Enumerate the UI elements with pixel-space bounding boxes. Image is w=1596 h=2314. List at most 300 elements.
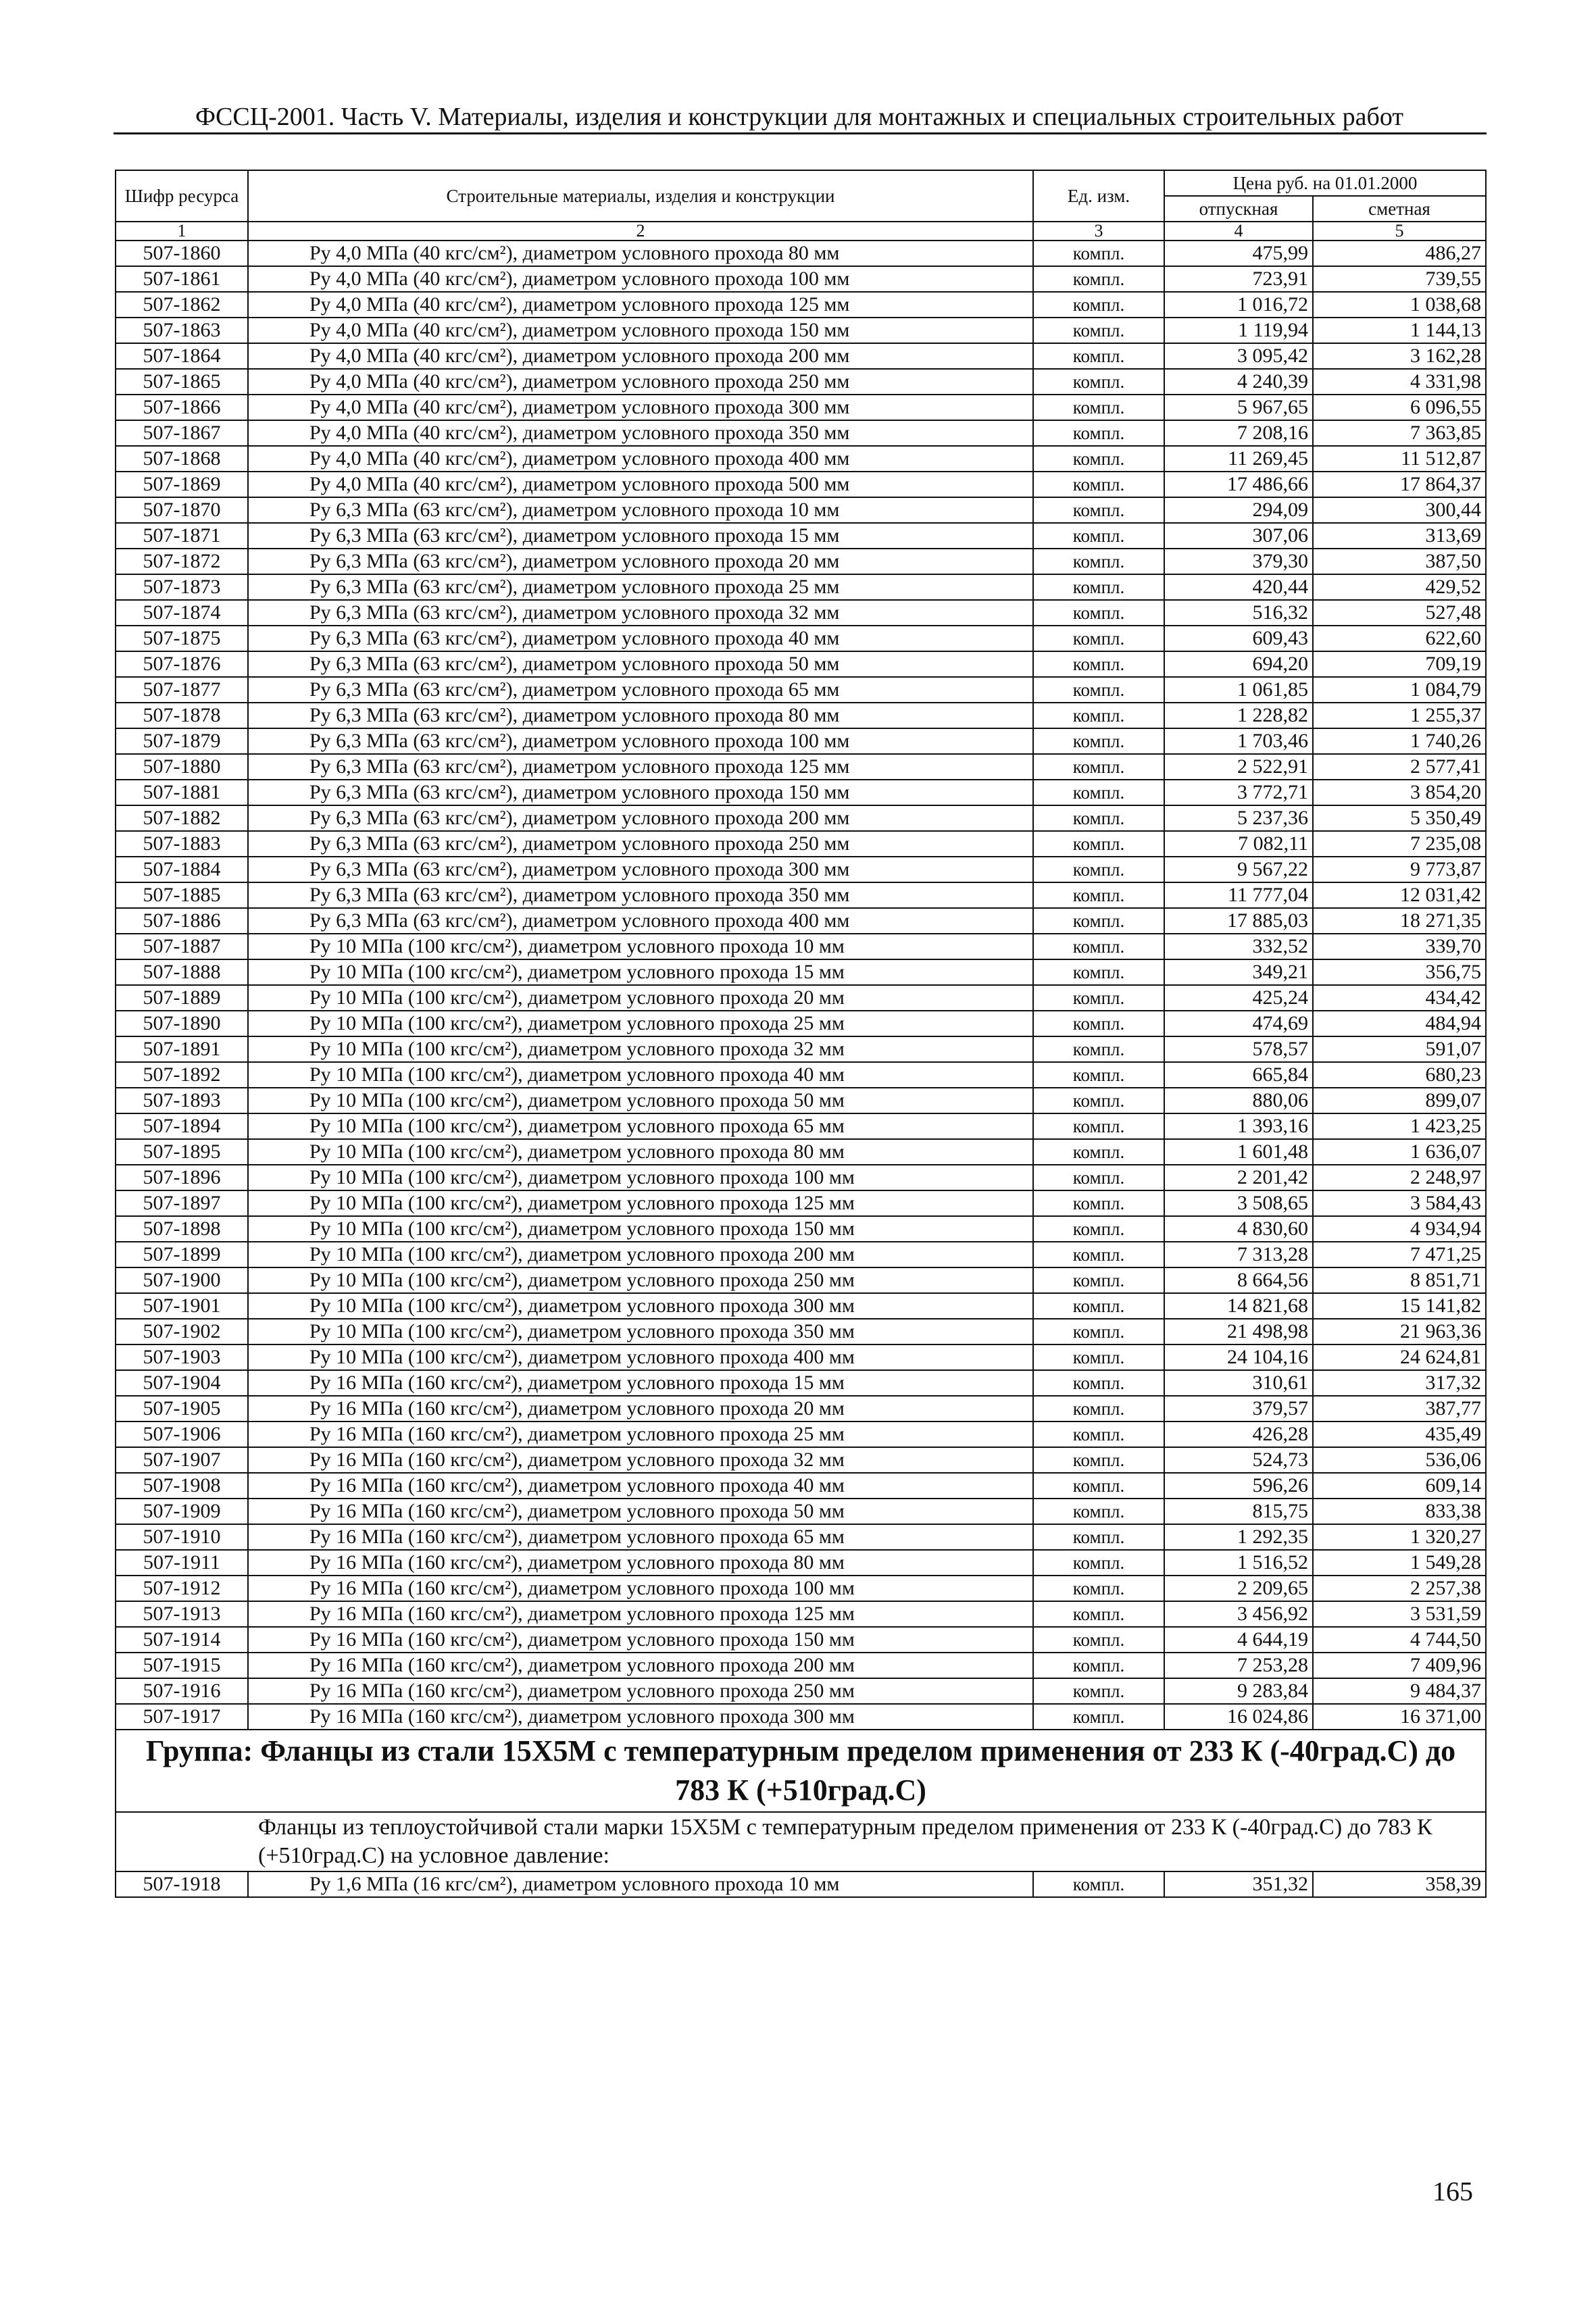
resource-code: 507-1899 xyxy=(116,1242,248,1267)
column-number: 4 xyxy=(1164,222,1313,241)
release-price: 332,52 xyxy=(1164,934,1313,959)
item-name: Ру 6,3 МПа (63 кгс/см²), диаметром условного прохода 40 мм xyxy=(248,626,1033,651)
release-price: 665,84 xyxy=(1164,1062,1313,1088)
group-description-row xyxy=(116,1812,1486,1871)
estimate-price: 484,94 xyxy=(1313,1011,1486,1036)
item-name: Ру 6,3 МПа (63 кгс/см²), диаметром условного прохода 50 мм xyxy=(248,651,1033,677)
estimate-price: 17 864,37 xyxy=(1313,472,1486,497)
resource-code: 507-1889 xyxy=(116,985,248,1011)
release-price: 420,44 xyxy=(1164,574,1313,600)
estimate-price: 6 096,55 xyxy=(1313,395,1486,420)
table-row xyxy=(116,1370,1486,1396)
resource-code: 507-1900 xyxy=(116,1267,248,1293)
estimate-price: 4 934,94 xyxy=(1313,1216,1486,1242)
release-price: 5 237,36 xyxy=(1164,805,1313,831)
unit: компл. xyxy=(1033,728,1164,754)
resource-code: 507-1897 xyxy=(116,1190,248,1216)
estimate-price: 15 141,82 xyxy=(1313,1293,1486,1319)
table-row xyxy=(116,985,1486,1011)
table-row xyxy=(116,574,1486,600)
item-name: Ру 10 МПа (100 кгс/см²), диаметром условного прохода 40 мм xyxy=(248,1062,1033,1088)
resource-code: 507-1898 xyxy=(116,1216,248,1242)
unit: компл. xyxy=(1033,1242,1164,1267)
item-name: Ру 10 МПа (100 кгс/см²), диаметром условного прохода 350 мм xyxy=(248,1319,1033,1344)
unit: компл. xyxy=(1033,1601,1164,1627)
item-name: Ру 6,3 МПа (63 кгс/см²), диаметром условного прохода 80 мм xyxy=(248,703,1033,728)
item-name: Ру 10 МПа (100 кгс/см²), диаметром условного прохода 300 мм xyxy=(248,1293,1033,1319)
column-number: 1 xyxy=(116,222,248,241)
unit: компл. xyxy=(1033,1447,1164,1473)
estimate-price: 622,60 xyxy=(1313,626,1486,651)
unit: компл. xyxy=(1033,1011,1164,1036)
item-name: Ру 10 МПа (100 кгс/см²), диаметром условного прохода 25 мм xyxy=(248,1011,1033,1036)
release-price: 1 703,46 xyxy=(1164,728,1313,754)
resource-code: 507-1910 xyxy=(116,1524,248,1550)
estimate-price: 3 584,43 xyxy=(1313,1190,1486,1216)
resource-code: 507-1917 xyxy=(116,1704,248,1730)
release-price: 9 283,84 xyxy=(1164,1678,1313,1704)
unit: компл. xyxy=(1033,1062,1164,1088)
header-estimate-price: сметная xyxy=(1313,196,1486,222)
unit: компл. xyxy=(1033,1473,1164,1499)
table-row xyxy=(116,1396,1486,1422)
release-price: 9 567,22 xyxy=(1164,857,1313,882)
estimate-price: 8 851,71 xyxy=(1313,1267,1486,1293)
resource-code: 507-1873 xyxy=(116,574,248,600)
item-name: Ру 6,3 МПа (63 кгс/см²), диаметром условного прохода 350 мм xyxy=(248,882,1033,908)
table-row xyxy=(116,626,1486,651)
table-row xyxy=(116,1447,1486,1473)
item-name: Ру 10 МПа (100 кгс/см²), диаметром условного прохода 125 мм xyxy=(248,1190,1033,1216)
unit: компл. xyxy=(1033,934,1164,959)
unit: компл. xyxy=(1033,703,1164,728)
estimate-price: 21 963,36 xyxy=(1313,1319,1486,1344)
estimate-price: 356,75 xyxy=(1313,959,1486,985)
item-name: Ру 6,3 МПа (63 кгс/см²), диаметром условного прохода 250 мм xyxy=(248,831,1033,857)
unit: компл. xyxy=(1033,1678,1164,1704)
unit: компл. xyxy=(1033,395,1164,420)
table-row xyxy=(116,651,1486,677)
estimate-price: 11 512,87 xyxy=(1313,446,1486,472)
release-price: 379,30 xyxy=(1164,549,1313,574)
estimate-price: 486,27 xyxy=(1313,241,1486,266)
unit: компл. xyxy=(1033,1344,1164,1370)
estimate-price: 3 854,20 xyxy=(1313,780,1486,805)
unit: компл. xyxy=(1033,651,1164,677)
unit: компл. xyxy=(1033,369,1164,395)
estimate-price: 7 471,25 xyxy=(1313,1242,1486,1267)
unit: компл. xyxy=(1033,831,1164,857)
resource-code: 507-1863 xyxy=(116,318,248,343)
table-row xyxy=(116,754,1486,780)
item-name: Ру 4,0 МПа (40 кгс/см²), диаметром условного прохода 500 мм xyxy=(248,472,1033,497)
release-price: 815,75 xyxy=(1164,1499,1313,1524)
column-number: 3 xyxy=(1033,222,1164,241)
item-name: Ру 6,3 МПа (63 кгс/см²), диаметром условного прохода 10 мм xyxy=(248,497,1033,523)
unit: компл. xyxy=(1033,882,1164,908)
table-row xyxy=(116,1678,1486,1704)
table-row xyxy=(116,1653,1486,1678)
table-row xyxy=(116,318,1486,343)
item-name: Ру 16 МПа (160 кгс/см²), диаметром условного прохода 100 мм xyxy=(248,1576,1033,1601)
item-name: Ру 4,0 МПа (40 кгс/см²), диаметром условного прохода 350 мм xyxy=(248,420,1033,446)
resource-code: 507-1872 xyxy=(116,549,248,574)
table-row xyxy=(116,292,1486,318)
resource-code: 507-1870 xyxy=(116,497,248,523)
item-name: Ру 6,3 МПа (63 кгс/см²), диаметром условного прохода 300 мм xyxy=(248,857,1033,882)
unit: компл. xyxy=(1033,446,1164,472)
table-row xyxy=(116,549,1486,574)
table-row xyxy=(116,857,1486,882)
resource-code: 507-1861 xyxy=(116,266,248,292)
item-name: Ру 4,0 МПа (40 кгс/см²), диаметром условного прохода 300 мм xyxy=(248,395,1033,420)
item-name: Ру 16 МПа (160 кгс/см²), диаметром условного прохода 80 мм xyxy=(248,1550,1033,1576)
table-row xyxy=(116,934,1486,959)
table-row xyxy=(116,1344,1486,1370)
table-row xyxy=(116,1550,1486,1576)
item-name: Ру 6,3 МПа (63 кгс/см²), диаметром условного прохода 32 мм xyxy=(248,600,1033,626)
estimate-price: 1 084,79 xyxy=(1313,677,1486,703)
table-row xyxy=(116,1165,1486,1190)
resource-code: 507-1876 xyxy=(116,651,248,677)
estimate-price: 300,44 xyxy=(1313,497,1486,523)
table-row xyxy=(116,1293,1486,1319)
resource-code: 507-1906 xyxy=(116,1422,248,1447)
item-name: Ру 6,3 МПа (63 кгс/см²), диаметром условного прохода 150 мм xyxy=(248,780,1033,805)
release-price: 351,32 xyxy=(1164,1871,1313,1897)
unit: компл. xyxy=(1033,985,1164,1011)
unit: компл. xyxy=(1033,857,1164,882)
resource-code: 507-1915 xyxy=(116,1653,248,1678)
resource-code: 507-1912 xyxy=(116,1576,248,1601)
unit: компл. xyxy=(1033,318,1164,343)
release-price: 16 024,86 xyxy=(1164,1704,1313,1730)
item-name: Ру 10 МПа (100 кгс/см²), диаметром условного прохода 250 мм xyxy=(248,1267,1033,1293)
release-price: 578,57 xyxy=(1164,1036,1313,1062)
release-price: 1 516,52 xyxy=(1164,1550,1313,1576)
release-price: 474,69 xyxy=(1164,1011,1313,1036)
price-table xyxy=(115,170,1487,1898)
table-row xyxy=(116,241,1486,266)
estimate-price: 387,50 xyxy=(1313,549,1486,574)
release-price: 2 522,91 xyxy=(1164,754,1313,780)
table-row xyxy=(116,266,1486,292)
item-name: Ру 6,3 МПа (63 кгс/см²), диаметром условного прохода 400 мм xyxy=(248,908,1033,934)
release-price: 425,24 xyxy=(1164,985,1313,1011)
release-price: 609,43 xyxy=(1164,626,1313,651)
release-price: 2 201,42 xyxy=(1164,1165,1313,1190)
resource-code: 507-1867 xyxy=(116,420,248,446)
resource-code: 507-1871 xyxy=(116,523,248,549)
group-row xyxy=(116,1730,1486,1812)
unit: компл. xyxy=(1033,626,1164,651)
resource-code: 507-1908 xyxy=(116,1473,248,1499)
item-name: Ру 10 МПа (100 кгс/см²), диаметром условного прохода 20 мм xyxy=(248,985,1033,1011)
resource-code: 507-1886 xyxy=(116,908,248,934)
item-name: Ру 4,0 МПа (40 кгс/см²), диаметром условного прохода 80 мм xyxy=(248,241,1033,266)
item-name: Ру 4,0 МПа (40 кгс/см²), диаметром условного прохода 200 мм xyxy=(248,343,1033,369)
resource-code: 507-1911 xyxy=(116,1550,248,1576)
estimate-price: 2 248,97 xyxy=(1313,1165,1486,1190)
resource-code: 507-1865 xyxy=(116,369,248,395)
table-row xyxy=(116,600,1486,626)
resource-code: 507-1881 xyxy=(116,780,248,805)
table-row xyxy=(116,1190,1486,1216)
unit: компл. xyxy=(1033,574,1164,600)
item-name: Ру 10 МПа (100 кгс/см²), диаметром условного прохода 150 мм xyxy=(248,1216,1033,1242)
unit: компл. xyxy=(1033,1653,1164,1678)
unit: компл. xyxy=(1033,1871,1164,1897)
resource-code: 507-1885 xyxy=(116,882,248,908)
estimate-price: 3 531,59 xyxy=(1313,1601,1486,1627)
item-name: Ру 4,0 МПа (40 кгс/см²), диаметром условного прохода 100 мм xyxy=(248,266,1033,292)
table-row xyxy=(116,1267,1486,1293)
release-price: 14 821,68 xyxy=(1164,1293,1313,1319)
estimate-price: 7 235,08 xyxy=(1313,831,1486,857)
item-name: Ру 16 МПа (160 кгс/см²), диаметром условного прохода 200 мм xyxy=(248,1653,1033,1678)
item-name: Ру 10 МПа (100 кгс/см²), диаметром условного прохода 15 мм xyxy=(248,959,1033,985)
release-price: 524,73 xyxy=(1164,1447,1313,1473)
release-price: 2 209,65 xyxy=(1164,1576,1313,1601)
release-price: 596,26 xyxy=(1164,1473,1313,1499)
item-name: Ру 4,0 МПа (40 кгс/см²), диаметром условного прохода 150 мм xyxy=(248,318,1033,343)
estimate-price: 1 038,68 xyxy=(1313,292,1486,318)
item-name: Ру 10 МПа (100 кгс/см²), диаметром условного прохода 200 мм xyxy=(248,1242,1033,1267)
estimate-price: 9 773,87 xyxy=(1313,857,1486,882)
unit: компл. xyxy=(1033,1139,1164,1165)
estimate-price: 1 255,37 xyxy=(1313,703,1486,728)
table-row xyxy=(116,1627,1486,1653)
estimate-price: 313,69 xyxy=(1313,523,1486,549)
release-price: 307,06 xyxy=(1164,523,1313,549)
table-row xyxy=(116,446,1486,472)
release-price: 379,57 xyxy=(1164,1396,1313,1422)
estimate-price: 709,19 xyxy=(1313,651,1486,677)
release-price: 11 777,04 xyxy=(1164,882,1313,908)
resource-code: 507-1877 xyxy=(116,677,248,703)
item-name: Ру 16 МПа (160 кгс/см²), диаметром условного прохода 300 мм xyxy=(248,1704,1033,1730)
unit: компл. xyxy=(1033,1216,1164,1242)
table-row xyxy=(116,1499,1486,1524)
release-price: 1 292,35 xyxy=(1164,1524,1313,1550)
item-name: Ру 6,3 МПа (63 кгс/см²), диаметром условного прохода 15 мм xyxy=(248,523,1033,549)
resource-code: 507-1883 xyxy=(116,831,248,857)
resource-code: 507-1918 xyxy=(116,1871,248,1897)
release-price: 7 208,16 xyxy=(1164,420,1313,446)
resource-code: 507-1904 xyxy=(116,1370,248,1396)
release-price: 3 772,71 xyxy=(1164,780,1313,805)
item-name: Ру 6,3 МПа (63 кгс/см²), диаметром условного прохода 25 мм xyxy=(248,574,1033,600)
item-name: Ру 16 МПа (160 кгс/см²), диаметром условного прохода 250 мм xyxy=(248,1678,1033,1704)
table-body xyxy=(116,241,1486,1730)
resource-code: 507-1862 xyxy=(116,292,248,318)
table-row xyxy=(116,908,1486,934)
item-name: Ру 16 МПа (160 кгс/см²), диаметром условного прохода 32 мм xyxy=(248,1447,1033,1473)
unit: компл. xyxy=(1033,549,1164,574)
release-price: 1 119,94 xyxy=(1164,318,1313,343)
release-price: 17 486,66 xyxy=(1164,472,1313,497)
resource-code: 507-1909 xyxy=(116,1499,248,1524)
unit: компл. xyxy=(1033,497,1164,523)
item-name: Ру 16 МПа (160 кгс/см²), диаметром условного прохода 50 мм xyxy=(248,1499,1033,1524)
unit: компл. xyxy=(1033,523,1164,549)
item-name: Ру 6,3 МПа (63 кгс/см²), диаметром условного прохода 65 мм xyxy=(248,677,1033,703)
unit: компл. xyxy=(1033,754,1164,780)
unit: компл. xyxy=(1033,780,1164,805)
estimate-price: 1 423,25 xyxy=(1313,1113,1486,1139)
unit: компл. xyxy=(1033,908,1164,934)
item-name: Ру 10 МПа (100 кгс/см²), диаметром условного прохода 80 мм xyxy=(248,1139,1033,1165)
resource-code: 507-1914 xyxy=(116,1627,248,1653)
estimate-price: 1 320,27 xyxy=(1313,1524,1486,1550)
estimate-price: 387,77 xyxy=(1313,1396,1486,1422)
group-title: Группа: Фланцы из стали 15Х5М с температурным пределом применения от 233 К (-40град.С) до 783 К (+510град.С) xyxy=(116,1730,1486,1812)
release-price: 4 830,60 xyxy=(1164,1216,1313,1242)
resource-code: 507-1890 xyxy=(116,1011,248,1036)
table-row xyxy=(116,1011,1486,1036)
table-row xyxy=(116,1871,1486,1897)
unit: компл. xyxy=(1033,959,1164,985)
item-name: Ру 6,3 МПа (63 кгс/см²), диаметром условного прохода 100 мм xyxy=(248,728,1033,754)
release-price: 11 269,45 xyxy=(1164,446,1313,472)
item-name: Ру 6,3 МПа (63 кгс/см²), диаметром условного прохода 125 мм xyxy=(248,754,1033,780)
estimate-price: 434,42 xyxy=(1313,985,1486,1011)
item-name: Ру 16 МПа (160 кгс/см²), диаметром условного прохода 25 мм xyxy=(248,1422,1033,1447)
estimate-price: 5 350,49 xyxy=(1313,805,1486,831)
release-price: 3 508,65 xyxy=(1164,1190,1313,1216)
table-row xyxy=(116,472,1486,497)
resource-code: 507-1905 xyxy=(116,1396,248,1422)
unit: компл. xyxy=(1033,266,1164,292)
table-row xyxy=(116,1601,1486,1627)
table-row xyxy=(116,523,1486,549)
release-price: 694,20 xyxy=(1164,651,1313,677)
item-name: Ру 4,0 МПа (40 кгс/см²), диаметром условного прохода 125 мм xyxy=(248,292,1033,318)
resource-code: 507-1902 xyxy=(116,1319,248,1344)
estimate-price: 536,06 xyxy=(1313,1447,1486,1473)
table-row xyxy=(116,1139,1486,1165)
release-price: 1 228,82 xyxy=(1164,703,1313,728)
item-name: Ру 6,3 МПа (63 кгс/см²), диаметром условного прохода 200 мм xyxy=(248,805,1033,831)
unit: компл. xyxy=(1033,1422,1164,1447)
resource-code: 507-1901 xyxy=(116,1293,248,1319)
release-price: 5 967,65 xyxy=(1164,395,1313,420)
item-name: Ру 10 МПа (100 кгс/см²), диаметром условного прохода 32 мм xyxy=(248,1036,1033,1062)
resource-code: 507-1878 xyxy=(116,703,248,728)
unit: компл. xyxy=(1033,1267,1164,1293)
release-price: 4 644,19 xyxy=(1164,1627,1313,1653)
release-price: 310,61 xyxy=(1164,1370,1313,1396)
estimate-price: 4 744,50 xyxy=(1313,1627,1486,1653)
unit: компл. xyxy=(1033,1319,1164,1344)
item-name: Ру 10 МПа (100 кгс/см²), диаметром условного прохода 65 мм xyxy=(248,1113,1033,1139)
release-price: 7 082,11 xyxy=(1164,831,1313,857)
release-price: 723,91 xyxy=(1164,266,1313,292)
resource-code: 507-1875 xyxy=(116,626,248,651)
resource-code: 507-1884 xyxy=(116,857,248,882)
release-price: 349,21 xyxy=(1164,959,1313,985)
estimate-price: 899,07 xyxy=(1313,1088,1486,1113)
unit: компл. xyxy=(1033,1113,1164,1139)
estimate-price: 317,32 xyxy=(1313,1370,1486,1396)
table-row xyxy=(116,1319,1486,1344)
item-name: Ру 10 МПа (100 кгс/см²), диаметром условного прохода 50 мм xyxy=(248,1088,1033,1113)
release-price: 1 393,16 xyxy=(1164,1113,1313,1139)
estimate-price: 739,55 xyxy=(1313,266,1486,292)
item-name: Ру 16 МПа (160 кгс/см²), диаметром условного прохода 20 мм xyxy=(248,1396,1033,1422)
item-name: Ру 16 МПа (160 кгс/см²), диаметром условного прохода 40 мм xyxy=(248,1473,1033,1499)
release-price: 1 601,48 xyxy=(1164,1139,1313,1165)
table-row xyxy=(116,780,1486,805)
estimate-price: 18 271,35 xyxy=(1313,908,1486,934)
group-description: Фланцы из теплоустойчивой стали марки 15Х5М с температурным пределом применения от 233 К (-40град.С) до 783 К (+510град.С) на условное давление: xyxy=(116,1812,1486,1871)
estimate-price: 7 363,85 xyxy=(1313,420,1486,446)
release-price: 24 104,16 xyxy=(1164,1344,1313,1370)
estimate-price: 3 162,28 xyxy=(1313,343,1486,369)
unit: компл. xyxy=(1033,1550,1164,1576)
estimate-price: 435,49 xyxy=(1313,1422,1486,1447)
header-code: Шифр ресурса xyxy=(116,170,248,222)
unit: компл. xyxy=(1033,1499,1164,1524)
table-row xyxy=(116,1422,1486,1447)
resource-code: 507-1868 xyxy=(116,446,248,472)
estimate-price: 680,23 xyxy=(1313,1062,1486,1088)
unit: компл. xyxy=(1033,1293,1164,1319)
page-header: ФССЦ-2001. Часть V. Материалы, изделия и конструкции для монтажных и специальных строительных работ xyxy=(195,103,1403,131)
release-price: 7 253,28 xyxy=(1164,1653,1313,1678)
resource-code: 507-1888 xyxy=(116,959,248,985)
estimate-price: 591,07 xyxy=(1313,1036,1486,1062)
unit: компл. xyxy=(1033,420,1164,446)
header-unit: Ед. изм. xyxy=(1033,170,1164,222)
estimate-price: 339,70 xyxy=(1313,934,1486,959)
resource-code: 507-1913 xyxy=(116,1601,248,1627)
resource-code: 507-1880 xyxy=(116,754,248,780)
page-number: 165 xyxy=(1432,2176,1473,2207)
unit: компл. xyxy=(1033,343,1164,369)
resource-code: 507-1887 xyxy=(116,934,248,959)
resource-code: 507-1874 xyxy=(116,600,248,626)
table-row xyxy=(116,728,1486,754)
release-price: 475,99 xyxy=(1164,241,1313,266)
estimate-price: 9 484,37 xyxy=(1313,1678,1486,1704)
item-name: Ру 16 МПа (160 кгс/см²), диаметром условного прохода 150 мм xyxy=(248,1627,1033,1653)
resource-code: 507-1882 xyxy=(116,805,248,831)
resource-code: 507-1869 xyxy=(116,472,248,497)
estimate-price: 527,48 xyxy=(1313,600,1486,626)
unit: компл. xyxy=(1033,1088,1164,1113)
table-row xyxy=(116,677,1486,703)
release-price: 426,28 xyxy=(1164,1422,1313,1447)
column-number: 2 xyxy=(248,222,1033,241)
header-name: Строительные материалы, изделия и конструкции xyxy=(248,170,1033,222)
table-row xyxy=(116,343,1486,369)
unit: компл. xyxy=(1033,1165,1164,1190)
estimate-price: 833,38 xyxy=(1313,1499,1486,1524)
item-name: Ру 6,3 МПа (63 кгс/см²), диаметром условного прохода 20 мм xyxy=(248,549,1033,574)
table-row xyxy=(116,1036,1486,1062)
resource-code: 507-1916 xyxy=(116,1678,248,1704)
release-price: 880,06 xyxy=(1164,1088,1313,1113)
table-row xyxy=(116,805,1486,831)
table-row xyxy=(116,1704,1486,1730)
release-price: 17 885,03 xyxy=(1164,908,1313,934)
unit: компл. xyxy=(1033,1370,1164,1396)
resource-code: 507-1864 xyxy=(116,343,248,369)
release-price: 3 095,42 xyxy=(1164,343,1313,369)
item-name: Ру 1,6 МПа (16 кгс/см²), диаметром условного прохода 10 мм xyxy=(248,1871,1033,1897)
table-row xyxy=(116,1088,1486,1113)
